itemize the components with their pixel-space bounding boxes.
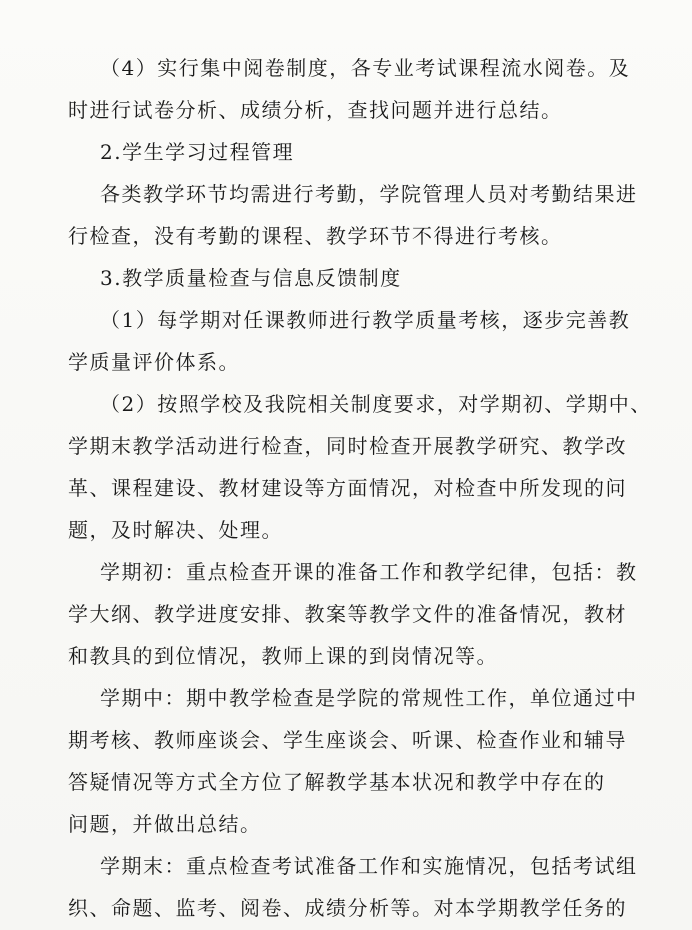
text-line: 期考核、教师座谈会、学生座谈会、听课、检查作业和辅导 bbox=[68, 728, 627, 752]
text-line: 问题，并做出总结。 bbox=[68, 812, 262, 836]
text-line: 题，及时解决、处理。 bbox=[68, 518, 283, 542]
text-line: （1）每学期对任课教师进行教学质量考核，逐步完善教 bbox=[100, 308, 631, 332]
text-line: 学期末教学活动进行检查，同时检查开展教学研究、教学改 bbox=[68, 434, 627, 458]
text-line: 和教具的到位情况，教师上课的到岗情况等。 bbox=[68, 644, 498, 668]
text-line: 各类教学环节均需进行考勤，学院管理人员对考勤结果进 bbox=[100, 182, 638, 206]
text-line: 学期初：重点检查开课的准备工作和教学纪律，包括：教 bbox=[100, 560, 638, 584]
section-heading: 3.教学质量检查与信息反馈制度 bbox=[100, 266, 402, 290]
text-line: 学期中：期中教学检查是学院的常规性工作，单位通过中 bbox=[100, 686, 638, 710]
text-line: （4）实行集中阅卷制度，各专业考试课程流水阅卷。及 bbox=[100, 56, 631, 80]
text-line: （2）按照学校及我院相关制度要求，对学期初、学期中、 bbox=[100, 392, 652, 416]
section-heading: 2.学生学习过程管理 bbox=[100, 140, 295, 164]
text-line: 学质量评价体系。 bbox=[68, 350, 240, 374]
text-line: 时进行试卷分析、成绩分析，查找问题并进行总结。 bbox=[68, 98, 563, 122]
text-line: 答疑情况等方式全方位了解教学基本状况和教学中存在的 bbox=[68, 770, 606, 794]
text-line: 织、命题、监考、阅卷、成绩分析等。对本学期教学任务的 bbox=[68, 896, 627, 920]
text-line: 行检查，没有考勤的课程、教学环节不得进行考核。 bbox=[68, 224, 563, 248]
text-line: 学期末：重点检查考试准备工作和实施情况，包括考试组 bbox=[100, 854, 638, 878]
text-line: 学大纲、教学进度安排、教案等教学文件的准备情况，教材 bbox=[68, 602, 627, 626]
text-line: 革、课程建设、教材建设等方面情况，对检查中所发现的问 bbox=[68, 476, 627, 500]
